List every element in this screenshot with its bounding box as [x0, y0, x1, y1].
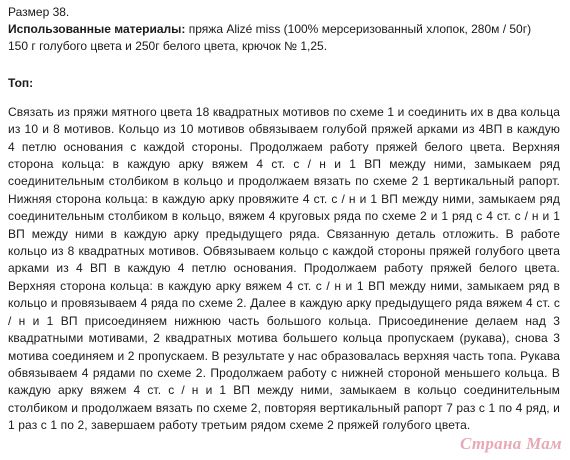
- spacer: [8, 56, 564, 75]
- section-heading: Топ:: [8, 75, 34, 90]
- size-line: Размер 38.: [8, 5, 70, 19]
- materials-paragraph: [8, 21, 548, 56]
- document: [8, 4, 564, 435]
- watermark-text: Страна Мам: [459, 434, 562, 453]
- materials-label: Использованные материалы:: [8, 22, 186, 36]
- materials-text: пряжа Alizé miss (100% мерсеризованный хлопок, 280м / 50г) 150 г голубого цвета и 250г белого цвета, крючок № 1,25.: [8, 22, 532, 54]
- spacer: [8, 92, 564, 104]
- site-watermark: [460, 434, 562, 454]
- instructions-paragraph: Связать из пряжи мятного цвета 18 квадратных мотивов по схеме 1 и соединить их в два кольца из 10 и 8 мотивов. Кольцо из 10 мотивов обвязываем голубой пряжей арками из 4ВП в каждую 4 петлю основания с каждой стороны. Продолжаем работу пряжей белого цвета. Верхняя сторона кольца: в каждую арку вяжем 4 ст. с / н и 1 ВП между ними, замыкаем ряд соединительным столбиком в кольцо и продолжаем вязать по схеме 2 1 вертикальный рапорт. Нижняя сторона кольца: в каждую арку провяжите 4 ст. с / н и 1 ВП между ними, замыкаем ряд соединительным столбиком в кольцо, вяжем 4 круговых ряда по схеме 2 и 1 ряд с 4 ст. с / н и 1 ВП между ними в каждую арку предыдущего ряда. Связанную деталь отложить. В работе кольцо из 8 квадратных мотивов. Обвязываем кольцо с каждой стороны пряжей голубого цвета арками из 4 ВП в каждую 4 петлю основания. Продолжаем работу пряжей белого цвета. Верхняя сторона кольца: в каждую арку вяжем 4 ст. с / н и 1 ВП между ними, замыкаем ряд в кольцо и провязываем 4 ряда по схеме 2. Далее в каждую арку предыдущего ряда вяжем 4 ст. с / н и 1 ВП присоединяем нижнюю часть большого кольца. Присоединение делаем над 3 квадратными мотивами, 2 квадратных мотива большего кольца пропускаем (рукава), снова 3 мотива соединяем и 2 пропускаем. В результате у нас образовалась верхняя часть топа. Рукава обвязываем 4 рядами по схеме 2. Продолжаем работу с нижней стороной меньшего кольца. В каждую арку вяжем 4 ст. с / н и 1 ВП между ними, замыкаем в кольцо соединительным столбиком и продолжаем вязать по схеме 2, повторяя вертикальный рапорт 7 раз с 1 по 4 ряд, и 1 раз с 1 по 2, завершаем работу третьим рядом схеме 2 пряжей голубого цвета.: [8, 104, 560, 433]
